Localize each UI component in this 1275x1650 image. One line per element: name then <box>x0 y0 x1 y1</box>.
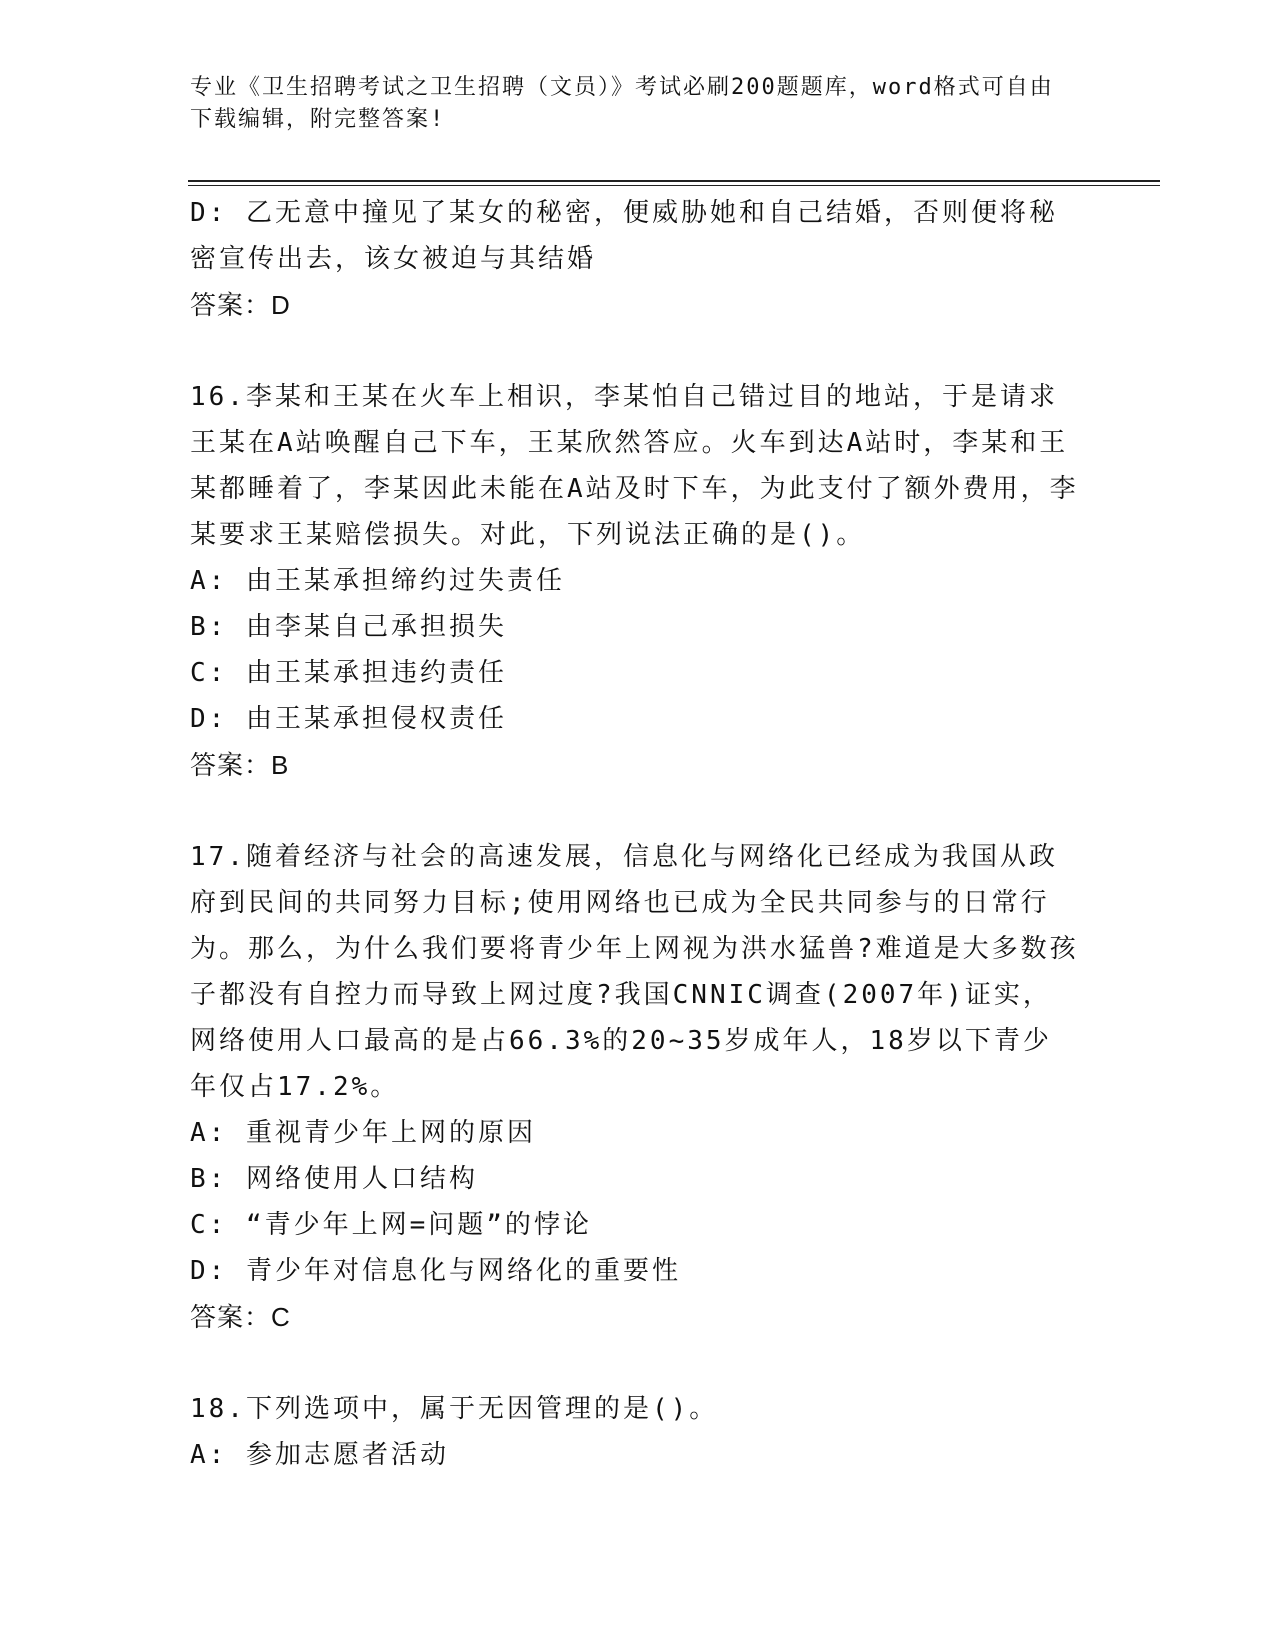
option-b: B: 网络使用人口结构 <box>190 1164 478 1194</box>
question-17 <box>190 834 1090 1340</box>
question-stem: 17.随着经济与社会的高速发展，信息化与网络化已经成为我国从政府到民间的共同努力目标;使用网络也已成为全民共同参与的日常行为。那么，为什么我们要将青少年上网视为洪水猛兽?难道是大多数孩子都没有自控力而导致上网过度?我国CNNIC调查(2007年)证实，网络使用人口最高的是占66.3%的20~35岁成年人，18岁以下青少年仅占17.2%。 <box>190 842 1079 1102</box>
option-a: A: 重视青少年上网的原因 <box>190 1118 536 1148</box>
answer-line: 答案：B <box>190 750 290 780</box>
option-a: A: 参加志愿者活动 <box>190 1440 449 1470</box>
spacer <box>190 1340 1090 1386</box>
header-divider-thin <box>188 185 1160 186</box>
option-c: C: “青少年上网=问题”的悖论 <box>190 1210 592 1240</box>
option-a: A: 由王某承担缔约过失责任 <box>190 566 565 596</box>
option-b: B: 由李某自己承担损失 <box>190 612 507 642</box>
answer-line: 答案：D <box>190 290 291 320</box>
question-stem: 18.下列选项中，属于无因管理的是()。 <box>190 1394 719 1424</box>
option-d: D: 由王某承担侵权责任 <box>190 704 507 734</box>
option-d: D: 青少年对信息化与网络化的重要性 <box>190 1256 681 1286</box>
question-stem: 16.李某和王某在火车上相识，李某怕自己错过目的地站，于是请求王某在A站唤醒自己下车，王某欣然答应。火车到达A站时，李某和王某都睡着了，李某因此未能在A站及时下车，为此支付了额外费用，李某要求王某赔偿损失。对此，下列说法正确的是()。 <box>190 382 1079 550</box>
question-16 <box>190 374 1090 788</box>
spacer <box>190 328 1090 374</box>
option-c: C: 由王某承担违约责任 <box>190 658 507 688</box>
option-d: D: 乙无意中撞见了某女的秘密，便威胁她和自己结婚，否则便将秘密宣传出去，该女被迫与其结婚 <box>190 198 1058 274</box>
header-divider-thick <box>188 180 1160 182</box>
answer-line: 答案：C <box>190 1302 291 1332</box>
spacer <box>190 788 1090 834</box>
question-18 <box>190 1386 1090 1478</box>
header-text: 专业《卫生招聘考试之卫生招聘（文员）》考试必刷200题题库，word格式可自由下载编辑，附完整答案! <box>190 75 1054 132</box>
question-15-tail <box>190 190 1090 328</box>
document-body <box>190 190 1090 1478</box>
document-header <box>190 72 1070 136</box>
